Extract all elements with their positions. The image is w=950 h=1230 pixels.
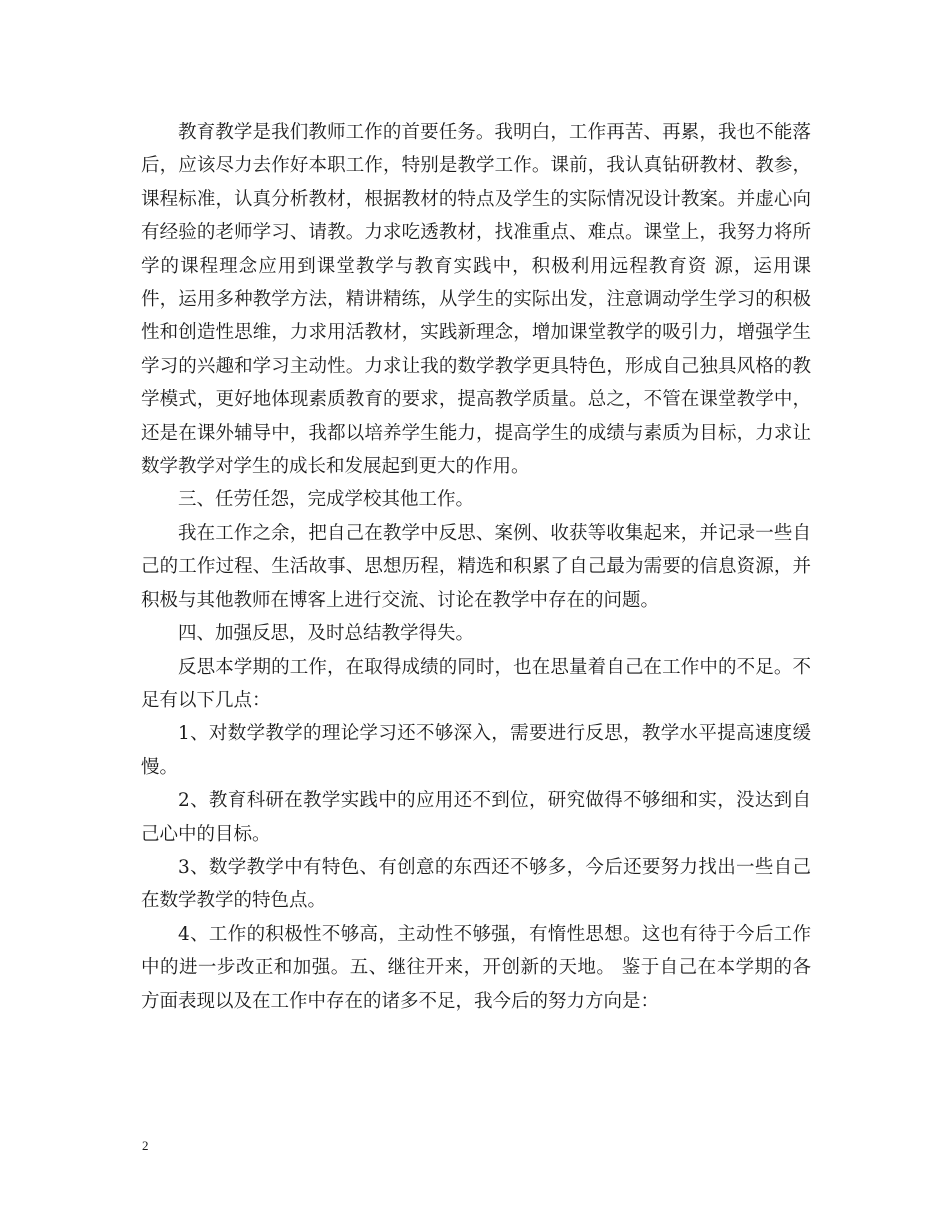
paragraph-reflection: 反思本学期的工作，在取得成绩的同时，也在思量着自己在工作中的不足。不足有以下几点： (141, 656, 811, 711)
page-number: 2 (142, 1138, 149, 1153)
list-item-shortcoming-4: 4、工作的积极性不够高，主动性不够强，有惰性思想。这也有待于今后工作中的进一步改正和加强。五、继往开来，开创新的天地。 鉴于自己在本学期的各方面表现以及在工作中存在的诸多不足，我今后的努力方向是： (141, 923, 811, 1012)
heading-section-four: 四、加强反思，及时总结教学得失。 (178, 623, 475, 645)
list-item-shortcoming-3: 3、数学教学中有特色、有创意的东西还不够多，今后还要努力找出一些自己在数学教学的特色点。 (141, 856, 811, 912)
heading-section-three: 三、任劳任怨，完成学校其他工作。 (178, 489, 475, 511)
list-item-shortcoming-1: 1、对数学教学的理论学习还不够深入，需要进行反思，教学水平提高速度缓慢。 (141, 723, 811, 778)
body-text (141, 116, 811, 1018)
paragraph-extra-work: 我在工作之余，把自己在教学中反思、案例、收获等收集起来，并记录一些自己的工作过程、生活故事、思想历程，精选和积累了自己最为需要的信息资源，并积极与其他教师在博客上进行交流、讨论在教学中存在的问题。 (141, 522, 811, 611)
paragraph-teaching-work: 教育教学是我们教师工作的首要任务。我明白，工作再苦、再累，我也不能落后，应该尽力去作好本职工作，特别是教学工作。课前，我认真钻研教材、教参，课程标准，认真分析教材，根据教材的特点及学生的实际情况设计教案。并虚心向有经验的老师学习、请教。力求吃透教材，找准重点、难点。课堂上，我努力将所学的课程理念应用到课堂教学与教育实践中，积极利用远程教育资 源，运用课件，运用多种教学方法，精讲精练，从学生的实际出发，注意调动学生学习的积极性和创造性思维，力求用活教材，实践新理念，增加课堂教学的吸引力，增强学生学习的兴趣和学习主动性。力求让我的数学教学更具特色，形成自己独具风格的教学模式，更好地体现素质教育的要求，提高教学质量。总之，不管在课堂教学中，还是在课外辅导中，我都以培养学生能力，提高学生的成绩与素质为目标，力求让数学教学对学生的成长和发展起到更大的作用。 (141, 122, 811, 478)
list-item-shortcoming-2: 2、教育科研在教学实践中的应用还不到位，研究做得不够细和实，没达到自己心中的目标。 (141, 790, 811, 845)
